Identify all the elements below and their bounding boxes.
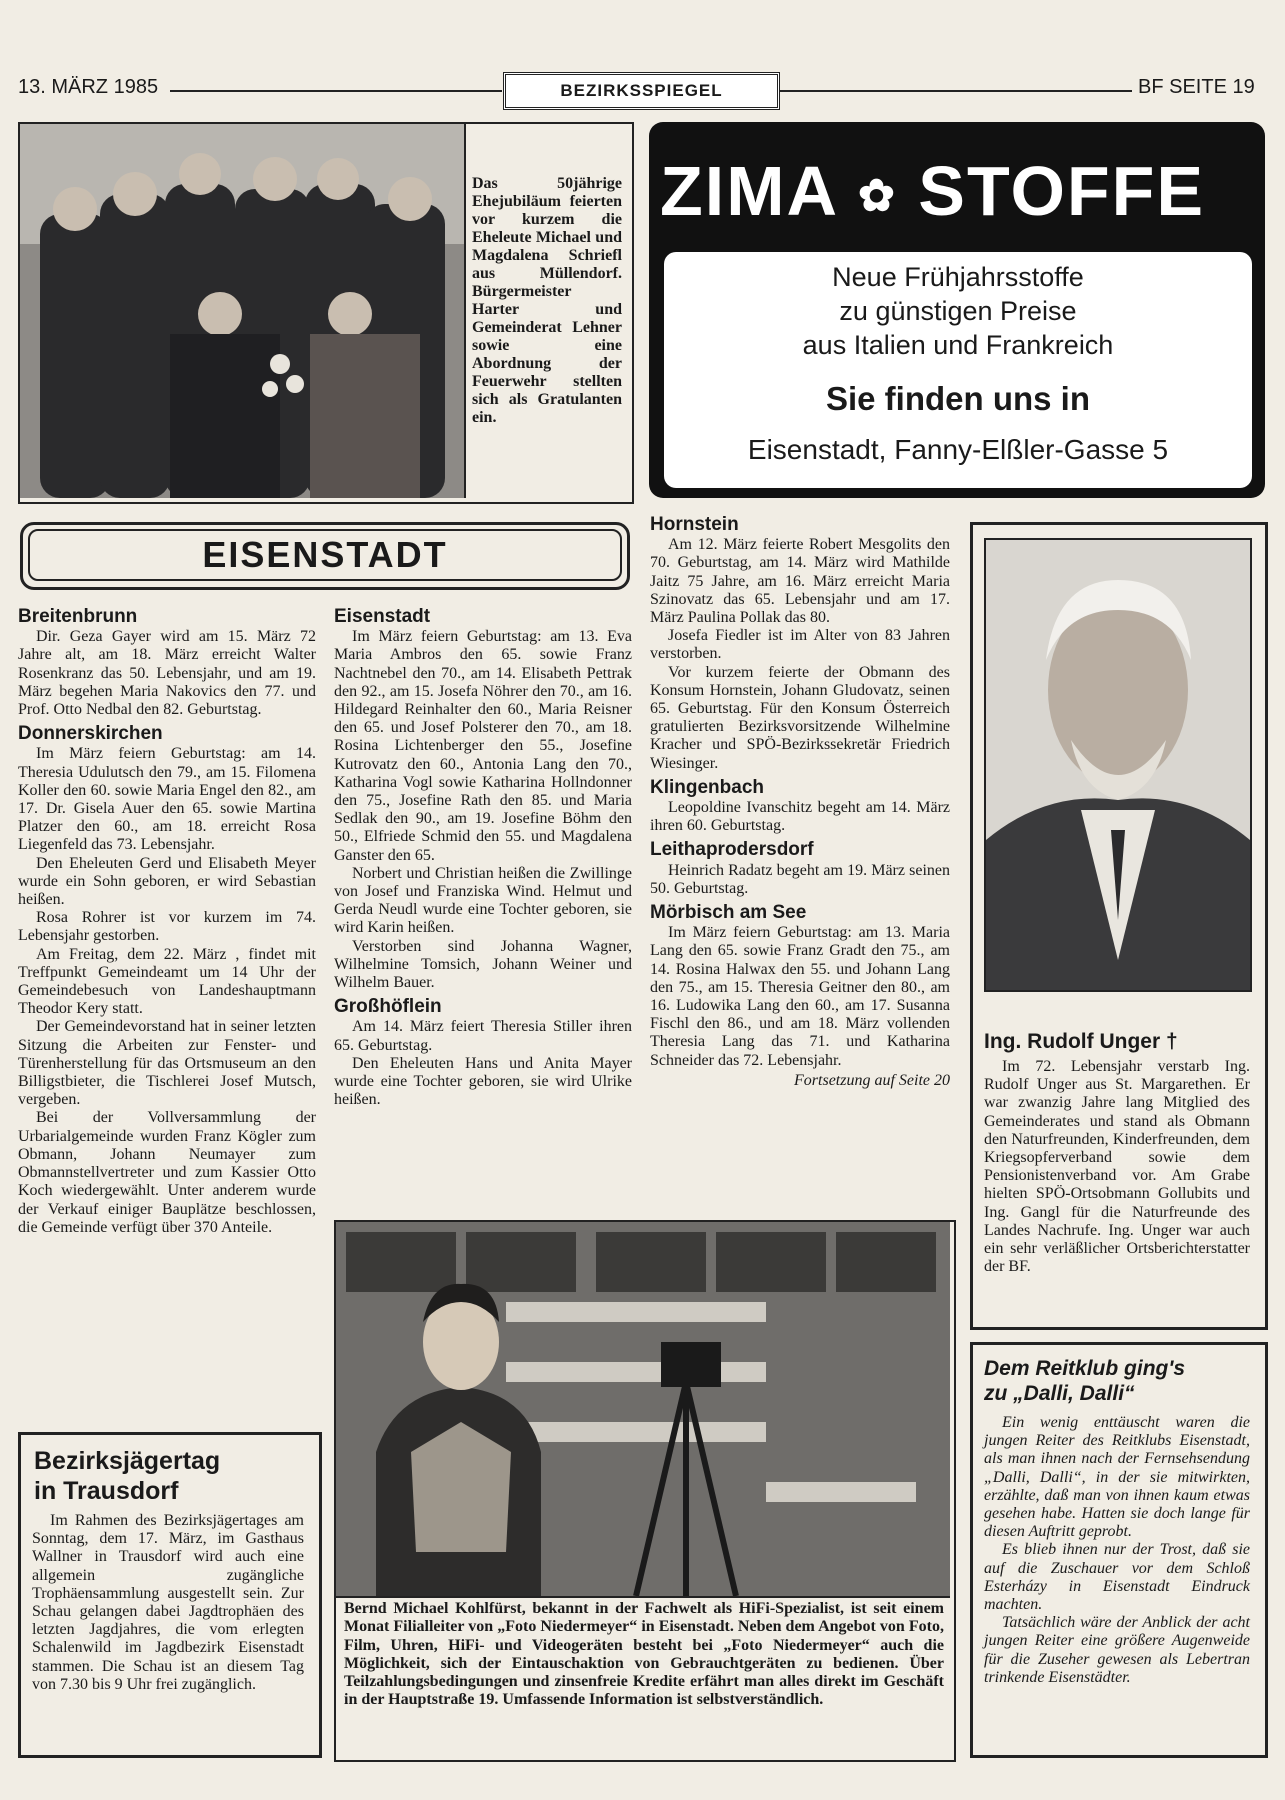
- text-eisenstadt-3: Verstorben sind Johanna Wagner, Wilhelmine Tomsich, Johann Weiner und Wilhelm Bauer.: [334, 937, 632, 992]
- text-hornstein-2: Josefa Fiedler ist im Alter von 83 Jahren verstorben.: [650, 627, 950, 663]
- ad-line-3: aus Italien und Frankreich: [802, 330, 1114, 360]
- section-badge: BEZIRKSSPIEGEL: [503, 72, 780, 110]
- text-hornstein-1: Am 12. März feierte Robert Mesgolits den 70. Geburtstag, am 14. März wird Mathilde Jaitz 75 Jahre, am 16. März erreicht Maria Szinovatz das 65. Lebensjahr und am 17. März Paulina Pollak das 80.: [650, 536, 950, 627]
- issue-date: 13. MÄRZ 1985: [18, 76, 159, 98]
- reitklub-paragraph-2: Es blieb ihnen nur der Trost, daß sie auf die Zuschauer vor dem Schloß Esterházy in Eisenstadt Eindruck machten.: [984, 1541, 1250, 1614]
- reitklub-title-line-1: Dem Reitklub ging's: [984, 1357, 1186, 1380]
- reitklub-title-line-2: zu „Dalli, Dalli“: [984, 1382, 1135, 1405]
- text-donnerskirchen-5: Der Gemeindevorstand hat in seiner letzten Sitzung die Arbeiten zur Fenster- und Türenherstellung für das Ortsmuseum an den Billigstbieter, die Tischlerei Josef Mutsch, vergeben.: [18, 1018, 316, 1109]
- text-klingenbach: Leopoldine Ivanschitz begeht am 14. März ihren 60. Geburtstag.: [650, 799, 950, 835]
- ad-line-5: Eisenstadt, Fanny-Elßler-Gasse 5: [747, 434, 1169, 465]
- text-donnerskirchen-2: Den Eheleuten Gerd und Elisabeth Meyer wurde ein Sohn geboren, er wird Sebastian heißen.: [18, 854, 316, 909]
- column-3: [650, 516, 950, 1090]
- jaeger-text: [32, 1512, 304, 1694]
- hifi-caption: Bernd Michael Kohlfürst, bekannt in der Fachwelt als HiFi-Spezialist, ist seit einem Monat Filialleiter von „Foto Niedermeyer“ in Eisenstadt. Neben dem Angebot von Foto, Film, Uhren, HiFi- und Videogeräten besteht bei „Foto Niedermeyer“ auch die Möglichkeit, sich der Eintauschaktion von Gebrauchtgeräten zu bedienen. Über Teilzahlungsbedingungen und zinsenfreie Kredite erfährt man alles direkt im Geschäft in der Hauptstraße 19. Umfassende Information ist selbstverständlich.: [344, 1600, 944, 1709]
- ad-line-2: zu günstigen Preise: [839, 296, 1077, 326]
- heading-moerbisch: Mörbisch am See: [650, 902, 807, 924]
- reitklub-paragraph-1: Ein wenig enttäuscht waren die jungen Reiter des Reitklubs Eisenstadt, als man ihnen nach der Fernsehsendung „Dalli, Dalli“, in der sie mitwirkten, erzählte, daß man von ihnen kaum etwas gesehen habe. Hatten sie doch lange für diesen Auftritt geprobt.: [984, 1414, 1250, 1541]
- page-number: BF SEITE 19: [1138, 76, 1255, 98]
- text-grosshoeflein-2: Den Eheleuten Hans und Anita Mayer wurde eine Tochter geboren, sie wird Ulrike heißen.: [334, 1054, 632, 1109]
- jubilee-photo: [20, 124, 466, 498]
- text-donnerskirchen-4: Am Freitag, dem 22. März , findet mit Treffpunkt Gemeindeamt um 14 Uhr der Gemeindebesuch von Landeshauptmann Theodor Kery statt.: [18, 945, 316, 1018]
- text-eisenstadt-1: Im März feiern Geburtstag: am 13. Eva Maria Ambros den 65. sowie Franz Nachtnebel den 70., am 14. Elisabeth Pettrak den 92., am 15. Josefa Nöhrer den 70., am 16. Hildegard Reinhalter den 60., Maria Reisner den 65. und Josef Polsterer den 70., am 18. Rosina Lichtenberger den 55., Josefine Kutrovatz den 60., Antonia Lang den 70., Katharina Vogl sowie Katharina Hollndonner den 75., Josefine Rath den 85. und Maria Sedlak den 90., am 19. Josefine Böhm den 50., Elfriede Schmid den 55. und Magdalena Ganster den 65.: [334, 628, 632, 864]
- heading-donnerskirchen: Donnerskirchen: [18, 723, 163, 745]
- heading-hornstein: Hornstein: [650, 514, 739, 535]
- continued-note: Fortsetzung auf Seite 20: [794, 1071, 950, 1089]
- text-donnerskirchen-1: Im März feiern Geburtstag: am 14. Theresia Udulutsch den 79., am 15. Filomena Koller den 60. sowie Maria Engel den 82., am 17. Dr. Gisela Auer den 65. sowie Martina Platzer den 60., am 18. erreicht Rosa Liegenfeld das 73. Lebensjahr.: [18, 745, 316, 854]
- obituary-text: [984, 1058, 1250, 1276]
- header-rule-right: [779, 90, 1132, 92]
- jubilee-caption: Das 50jährige Ehejubiläum feierten vor kurzem die Eheleute Michael und Magdalena Schriefl aus Müllendorf. Bürgermeister Harter und Gemeinderat Lehner sowie eine Abordnung der Feuerwehr stellten sich als Gratulanten ein.: [472, 175, 622, 426]
- text-hornstein-3: Vor kurzem feierte der Obmann des Konsum Hornstein, Johann Gludovatz, seinen 65. Geburtstag. Für den Konsum Österreich gratulierten Bezirksvorsitzende Wilhelmine Kracher und SPÖ-Bezirkssekretär Friedrich Wiesinger.: [650, 663, 950, 772]
- flower-icon: ✿: [857, 171, 897, 221]
- text-donnerskirchen-3: Rosa Rohrer ist vor kurzem im 74. Lebensjahr gestorben.: [18, 909, 316, 945]
- ad-title-stoffe: STOFFE: [918, 152, 1206, 230]
- ad-title: [660, 152, 1260, 232]
- obituary-title: Ing. Rudolf Unger †: [984, 1030, 1178, 1053]
- reitklub-text: [984, 1414, 1250, 1687]
- hifi-photo: [336, 1222, 950, 1598]
- ad-line-1: Neue Frühjahrsstoffe: [832, 262, 1084, 292]
- ad-line-4: Sie finden uns in: [825, 380, 1091, 417]
- column-1: [18, 608, 316, 1237]
- text-moerbisch: Im März feiern Geburtstag: am 13. Maria Lang den 65. sowie Franz Gradt den 75., am 14. Rosina Halwax den 55. und Johann Lang den 75., am 15. Theresia Geitner den 80., am 16. Ludowika Lang den 60., am 17. Susanna Fischl den 86., und am 18. März vollenden Theresia Lang das 71. und Katharina Schneider das 72. Lebensjahr.: [650, 924, 950, 1069]
- obituary-portrait: [984, 538, 1252, 992]
- section-title: EISENSTADT: [28, 529, 622, 581]
- jaeger-paragraph: Im Rahmen des Bezirksjägertages am Sonntag, dem 17. März, im Gasthaus Wallner in Trausdorf wird auch eine allgemein zugängliche Trophäensammlung ausgestellt sein. Zur Schau gelangen dabei Jagdtrophäen des letzten Jagdjahres, die vom erlegten Schalenwild im Jagdbezirk Eisenstadt stammen. Die Schau ist an diesem Tag von 7.30 bis 9 Uhr frei zugänglich.: [32, 1512, 304, 1693]
- heading-klingenbach: Klingenbach: [650, 776, 765, 798]
- jaeger-title-line-2: in Trausdorf: [34, 1477, 179, 1505]
- header-rule-left: [170, 90, 502, 92]
- jaeger-title-line-1: Bezirksjägertag: [34, 1447, 221, 1475]
- text-donnerskirchen-6: Bei der Vollversammlung der Urbarialgemeinde wurden Franz Kögler zum Obmann, Johann Neumayer zum Obmannstellvertreter und zum Kassier Otto Koch wiedergewählt. Unter anderem wurde der Verkauf einiger Bauplätze beschlossen, die Gemeinde verfügt über 370 Anteile.: [18, 1109, 316, 1236]
- text-grosshoeflein-1: Am 14. März feiert Theresia Stiller ihren 65. Geburtstag.: [334, 1018, 632, 1054]
- heading-grosshoeflein: Großhöflein: [334, 996, 442, 1018]
- obituary-paragraph: Im 72. Lebensjahr verstarb Ing. Rudolf Unger aus St. Margarethen. Er war zwanzig Jahre lang Mitglied des Gemeinderates und stand als Obmann den Naturfreunden, Kinderfreunden, dem Kriegsopferverband sowie dem Pensionistenverband vor. Am Grabe hielten SPÖ-Ortsobmann Gollubits und Ing. Gangl für die Naturfreunde des Landes Nachrufe. Ing. Unger war auch ein sehr verläßlicher Ortsberichterstatter der BF.: [984, 1058, 1250, 1276]
- ad-title-zima: ZIMA: [660, 152, 837, 230]
- heading-eisenstadt: Eisenstadt: [334, 606, 431, 627]
- column-2: [334, 608, 632, 1109]
- text-breitenbrunn: Dir. Geza Gayer wird am 15. März 72 Jahre alt, am 18. März erreicht Walter Rosenkranz das 50. Lebensjahr, und am 19. März begehen Maria Nakovics den 77. und Prof. Otto Nedbal den 82. Geburtstag.: [18, 628, 316, 719]
- heading-breitenbrunn: Breitenbrunn: [18, 606, 138, 627]
- text-eisenstadt-2: Norbert und Christian heißen die Zwillinge von Josef und Franziska Wind. Helmut und Gerda Neudl wurde eine Tochter geboren, sie wird Karin heißen.: [334, 864, 632, 937]
- heading-leithaprodersdorf: Leithaprodersdorf: [650, 839, 814, 861]
- reitklub-paragraph-3: Tatsächlich wäre der Anblick der acht jungen Reiter eine größere Augenweide für die Zuseher gewesen als Lebertran trinkende Eisenstädter.: [984, 1614, 1250, 1686]
- jaeger-title: [34, 1446, 304, 1506]
- text-leithaprodersdorf: Heinrich Radatz begeht am 19. März seinen 50. Geburtstag.: [650, 861, 950, 897]
- reitklub-title: [984, 1356, 1250, 1406]
